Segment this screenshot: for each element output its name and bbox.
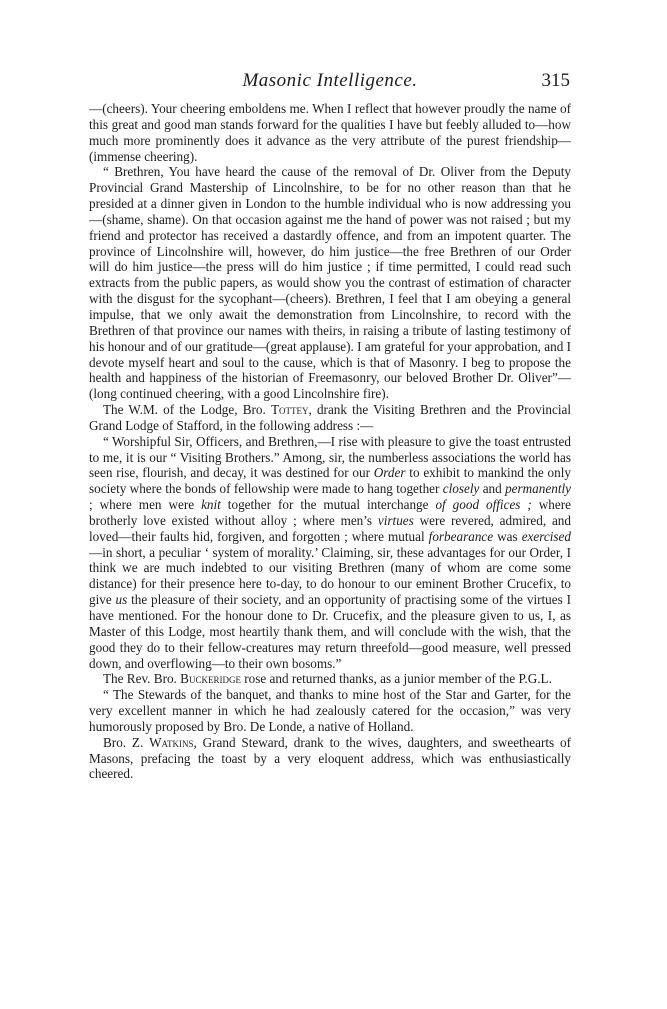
paragraph-text: , Grand Steward, drank to the wives, daughters, and sweethearts of Masons, prefacing the toast by a very eloquent address, which was enthusiastically cheered.	[89, 734, 571, 782]
paragraph-wm-toast	[89, 402, 571, 434]
text-run: “ Worshipful Sir, Officers, and Brethren,—I rise with pleasure to give the toast entrusted to me, it is our “ Visiting Brothers.” Among, sir, the numberless associations the world has seen rise, flourish, and decay, it was destined for our	[89, 433, 571, 481]
text-run: was	[493, 528, 522, 544]
page-number: 315	[541, 70, 570, 91]
person-name: Watkins	[149, 734, 194, 750]
italic-run: of good offices ;	[435, 497, 532, 513]
paragraph-cheers	[89, 101, 571, 164]
italic-run: knit	[201, 497, 221, 513]
body-text	[89, 101, 571, 782]
italic-run: Order	[373, 465, 406, 481]
italic-run: virtues	[377, 512, 414, 528]
text-run: and	[479, 481, 506, 497]
person-name: Tottey	[270, 402, 309, 418]
paragraph-text: Bro. Z.	[103, 734, 150, 750]
paragraph-stewards	[89, 687, 571, 735]
text-run: were revered, admired, and loved—their faults hid, forgiven, and forgotten ; where mutual	[89, 512, 571, 544]
paragraph-visiting-brothers	[89, 434, 571, 672]
page-header	[90, 70, 570, 100]
text-run: the pleasure of their society, and an opportunity of practising some of the virtues I have mentioned. For the honour done to Dr. Crucefix, and the pleasure given to us, I, as Master of this Lodge, most heartily thank them, and will conclude with the wish, that the good they do to their fellow-creatures may return threefold—good measure, well pressed down, and overflowing—to their own bosoms.”	[89, 592, 571, 671]
paragraph-text: , drank the Visiting Brethren and the Provincial Grand Lodge of Stafford, in the following address :—	[89, 402, 571, 433]
paragraph-text: rose and returned thanks, as a junior member of the P.G.L.	[240, 671, 552, 687]
paragraph-buckeridge	[89, 671, 571, 687]
text-run: —in short, a peculiar ‘ system of morality.’ Claiming, sir, these advantages for our Order, I think we are much indebted to our visiting Brethren (many of whom are come some distance) for their presence here to-day, to do honour to our eminent Brother Crucefix, to give	[89, 544, 571, 608]
text-run: to exhibit to mankind the only society where the bonds of fellowship were made to hang together	[89, 465, 571, 497]
paragraph-text: The Rev. Bro.	[103, 671, 181, 687]
italic-run: exercised	[521, 528, 572, 544]
paragraph-text: “ The Stewards of the banquet, and thanks to mine host of the Star and Garter, for the very excellent manner in which he had zealously catered for the occasion,” was very humorously proposed by Bro. De Londe, a native of Holland.	[89, 687, 571, 734]
text-run: together for the mutual interchange	[220, 497, 436, 513]
paragraph-text: The W.M. of the Lodge, Bro.	[103, 402, 271, 418]
text-run: where brotherly love existed without alloy ; where men’s	[89, 497, 571, 528]
italic-run: permanently	[505, 481, 571, 497]
italic-run: forbearance	[428, 528, 494, 544]
person-name: Buckeridge	[180, 671, 241, 687]
italic-run: closely	[442, 481, 480, 497]
text-run: ; where men were	[89, 497, 202, 513]
running-title: Masonic Intelligence.	[242, 70, 418, 91]
paragraph-watkins	[89, 735, 571, 783]
paragraph-oliver-toast	[89, 164, 571, 402]
italic-run: us	[115, 592, 128, 608]
paragraph-text: “ Brethren, You have heard the cause of the removal of Dr. Oliver from the Deputy Provincial Grand Mastership of Lincolnshire, to be for no other reason than that he presided at a dinner given in London to the humble individual who is now addressing you—(shame, shame). On that occasion against me the hand of power was not raised ; but my friend and protector has received a dastardly offence, and from an impotent quarter. The province of Lincolnshire will, however, do him justice—the free Brethren of our Order will do him justice—the press will do him justice ; if time permitted, I could read such extracts from the public papers, as would show you the contrast of estimation of character with the disgust for the sycophant—(cheers). Brethren, I feel that I am obeying a general impulse, that we only await the demonstration from Lincolnshire, to record with the Brethren of that province our names with theirs, in raising a tribute of lasting testimony of his honour and of our gratitude—(great applause). I am grateful for your approbation, and I devote myself heart and soul to the cause, which is that of Masonry. I beg to propose the health and happiness of the historian of Freemasonry, our beloved Brother Dr. Oliver”—(long continued cheering, with a good Lincolnshire fire).	[89, 164, 571, 402]
paragraph-text: —(cheers). Your cheering emboldens me. When I reflect that however proudly the name of this great and good man stands forward for the qualities I have but feebly alluded to—how much more prominently does it advance as the very attribute of the purest friendship—(immense cheering).	[89, 101, 571, 164]
